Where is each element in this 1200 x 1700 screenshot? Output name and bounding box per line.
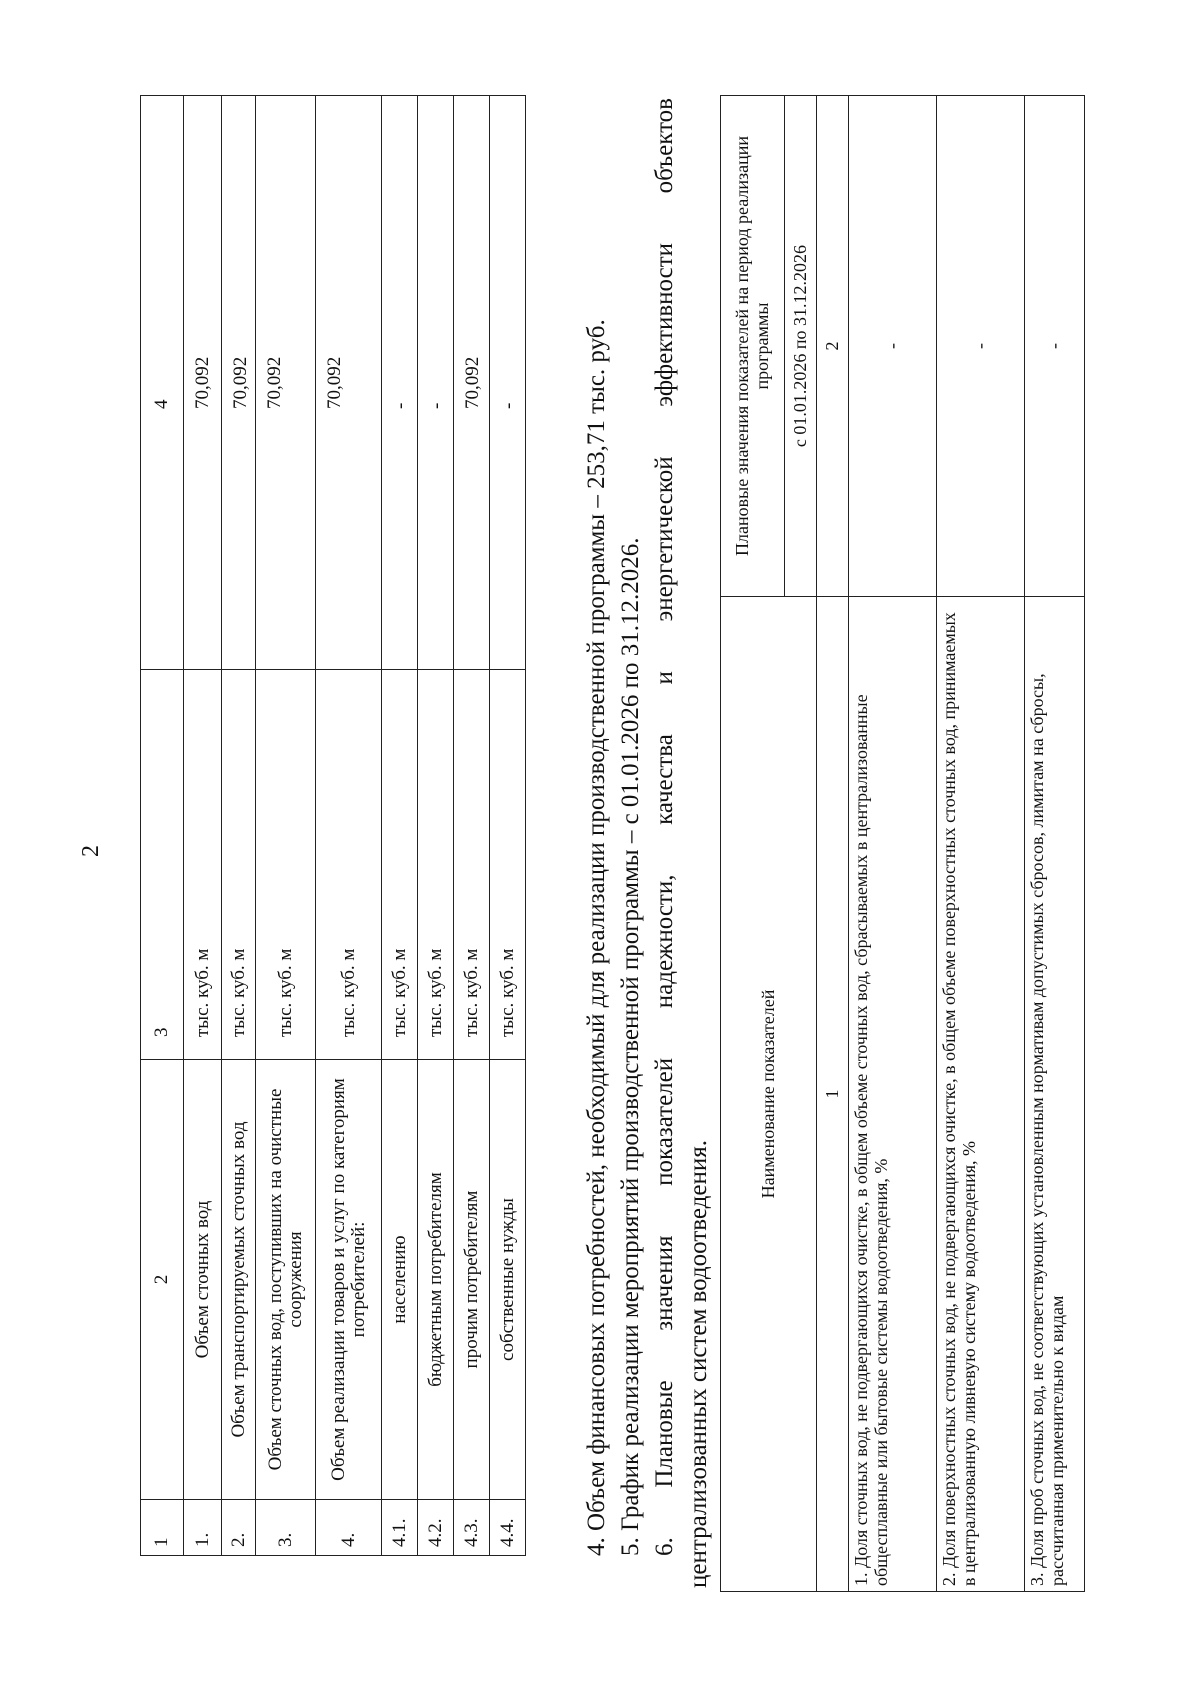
- row-name: Объем сточных вод: [184, 1060, 222, 1500]
- row-name: Объем сточных вод, поступивших на очистные сооружения: [256, 1060, 316, 1500]
- paragraph-financing: 4. Объем финансовых потребностей, необходимый для реализации производственной программы – 253,71 тыс. руб.: [583, 319, 610, 1556]
- row-number: 4.4.: [490, 1500, 526, 1556]
- indicator-name: 1. Доля сточных вод, не подвергающихся очистке, в общем объеме сточных вод, сбрасываемых в централизованные общесплавные или бытовые системы водоотведения, %: [849, 597, 937, 1592]
- row-unit: тыс. куб. м: [316, 670, 382, 1060]
- row-unit: тыс. куб. м: [256, 670, 316, 1060]
- table-header-row: [721, 96, 785, 1592]
- row-number: 4.: [316, 1500, 382, 1556]
- paragraph-indicators-continued: централизованных систем водоотведения.: [685, 1140, 712, 1588]
- row-number: 3.: [256, 1500, 316, 1556]
- indicators-table: [720, 95, 1085, 1592]
- table-row: [490, 96, 526, 1556]
- volumes-table: [140, 95, 526, 1556]
- row-value: 70,092: [316, 96, 382, 670]
- row-number: 4.1.: [382, 1500, 418, 1556]
- program-paragraphs: [580, 98, 716, 1588]
- row-name: Объем реализации товаров и услуг по категориям потребителей:: [316, 1060, 382, 1500]
- table-row: [382, 96, 418, 1556]
- page-number: 2: [78, 845, 104, 857]
- table-header-row: [141, 96, 184, 1556]
- row-unit: тыс. куб. м: [490, 670, 526, 1060]
- indicator-value: -: [937, 96, 1025, 597]
- paragraph-indicators: 6. Плановые значения показателей надежности, качества и энергетической эффективности объектов: [651, 98, 678, 1556]
- table-row: [937, 96, 1025, 1592]
- row-number: 1.: [184, 1500, 222, 1556]
- table-row: [256, 96, 316, 1556]
- row-value: -: [382, 96, 418, 670]
- row-number: 2.: [222, 1500, 256, 1556]
- row-value: 70,092: [454, 96, 490, 670]
- row-unit: тыс. куб. м: [222, 670, 256, 1060]
- table-column-numbers-row: [817, 96, 849, 1592]
- table-row: [849, 96, 937, 1592]
- column-number: 2: [817, 96, 849, 597]
- plan-values-header: Плановые значения показателей на период реализации программы: [721, 96, 785, 597]
- indicator-value: -: [1025, 96, 1085, 597]
- row-unit: тыс. куб. м: [382, 670, 418, 1060]
- row-value: 70,092: [256, 96, 316, 670]
- row-number: 4.2.: [418, 1500, 454, 1556]
- header-cell: 2: [141, 1060, 184, 1500]
- paragraph-schedule: 5. График реализации мероприятий производственной программы – с 01.01.2026 по 31.12.2026.: [617, 537, 644, 1556]
- table-row: [1025, 96, 1085, 1592]
- period-header: с 01.01.2026 по 31.12.2026: [785, 96, 817, 597]
- row-name: Объем транспортируемых сточных вод: [222, 1060, 256, 1500]
- table-row: [418, 96, 454, 1556]
- row-number: 4.3.: [454, 1500, 490, 1556]
- table-row: [184, 96, 222, 1556]
- header-cell: 4: [141, 96, 184, 670]
- table-row: [454, 96, 490, 1556]
- row-value: -: [418, 96, 454, 670]
- indicator-name: 2. Доля поверхностных сточных вод, не подвергающихся очистке, в общем объеме поверхностных сточных вод, принимаемых в централизованную ливневую систему водоотведения, %: [937, 597, 1025, 1592]
- indicator-name-header: Наименование показателей: [721, 597, 817, 1592]
- indicator-name: 3. Доля проб сточных вод, не соответствующих установленным нормативам допустимых сбросов, лимитам на сбросы, рассчитанная применительно к видам: [1025, 597, 1085, 1592]
- row-value: -: [490, 96, 526, 670]
- table-row: [222, 96, 256, 1556]
- row-value: 70,092: [222, 96, 256, 670]
- row-unit: тыс. куб. м: [184, 670, 222, 1060]
- header-cell: 1: [141, 1500, 184, 1556]
- row-name: собственные нужды: [490, 1060, 526, 1500]
- header-cell: 3: [141, 670, 184, 1060]
- row-value: 70,092: [184, 96, 222, 670]
- row-name: населению: [382, 1060, 418, 1500]
- row-unit: тыс. куб. м: [418, 670, 454, 1060]
- row-name: бюджетным потребителям: [418, 1060, 454, 1500]
- row-name: прочим потребителям: [454, 1060, 490, 1500]
- indicator-value: -: [849, 96, 937, 597]
- table-row: [316, 96, 382, 1556]
- column-number: 1: [817, 597, 849, 1592]
- row-unit: тыс. куб. м: [454, 670, 490, 1060]
